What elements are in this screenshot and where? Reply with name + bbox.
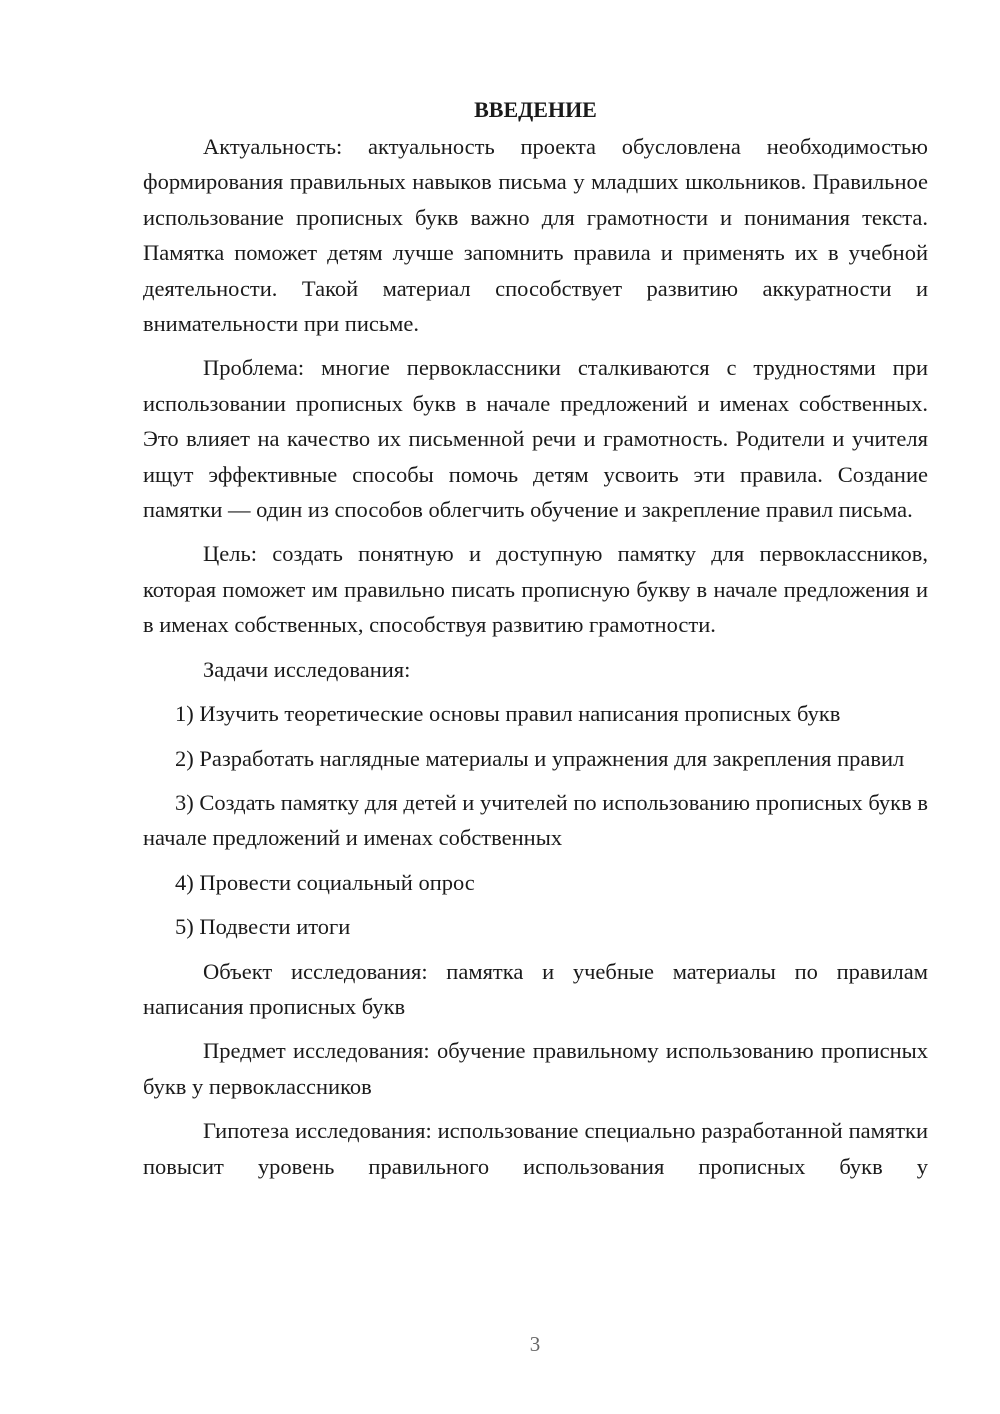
task-item-2: 2) Разработать наглядные материалы и упражнения для закрепления правил [175,745,905,771]
task-item-5: 5) Подвести итоги [175,914,351,940]
paragraph-object: Объект исследования: памятка и учебные материалы по правилам написания прописных букв [143,958,928,1019]
tasks-heading: Задачи исследования: [203,656,411,682]
paragraph-hypothesis: Гипотеза исследования: использование специально разработанной памятки повысит уровень правильного использования прописных букв у [143,1118,928,1179]
paragraph-problem: Проблема: многие первоклассники сталкиваются с трудностями при использовании прописных букв в начале предложений и именах собственных. Это влияет на качество их письменной речи и грамотность. Родители и учителя ищут эффективные способы помочь детям усвоить эти правила. Создание памятки — один из способов облегчить обучение и закрепление правил письма. [143,355,928,523]
page-content [143,93,928,1184]
paragraph-relevance: Актуальность: актуальность проекта обусловлена необходимостью формирования правильных навыков письма у младших школьников. Правильное использование прописных букв важно для грамотности и понимания текста. Памятка поможет детям лучше запомнить правила и применять их в учебной деятельности. Такой материал способствует развитию аккуратности и внимательности при письме. [143,134,928,337]
task-item-3: 3) Создать памятку для детей и учителей по использованию прописных букв в начале предложений и именах собственных [143,789,928,851]
paragraph-goal: Цель: создать понятную и доступную памятку для первоклассников, которая поможет им правильно писать прописную букву в начале предложения и в именах собственных, способствуя развитию грамотности. [143,541,928,638]
task-item-4: 4) Провести социальный опрос [175,869,475,895]
section-heading: ВВЕДЕНИЕ [474,97,597,122]
page-number: 3 [529,1332,541,1356]
task-item-1: 1) Изучить теоретические основы правил написания прописных букв [175,701,841,727]
paragraph-subject: Предмет исследования: обучение правильному использованию прописных букв у первоклассников [143,1038,928,1099]
